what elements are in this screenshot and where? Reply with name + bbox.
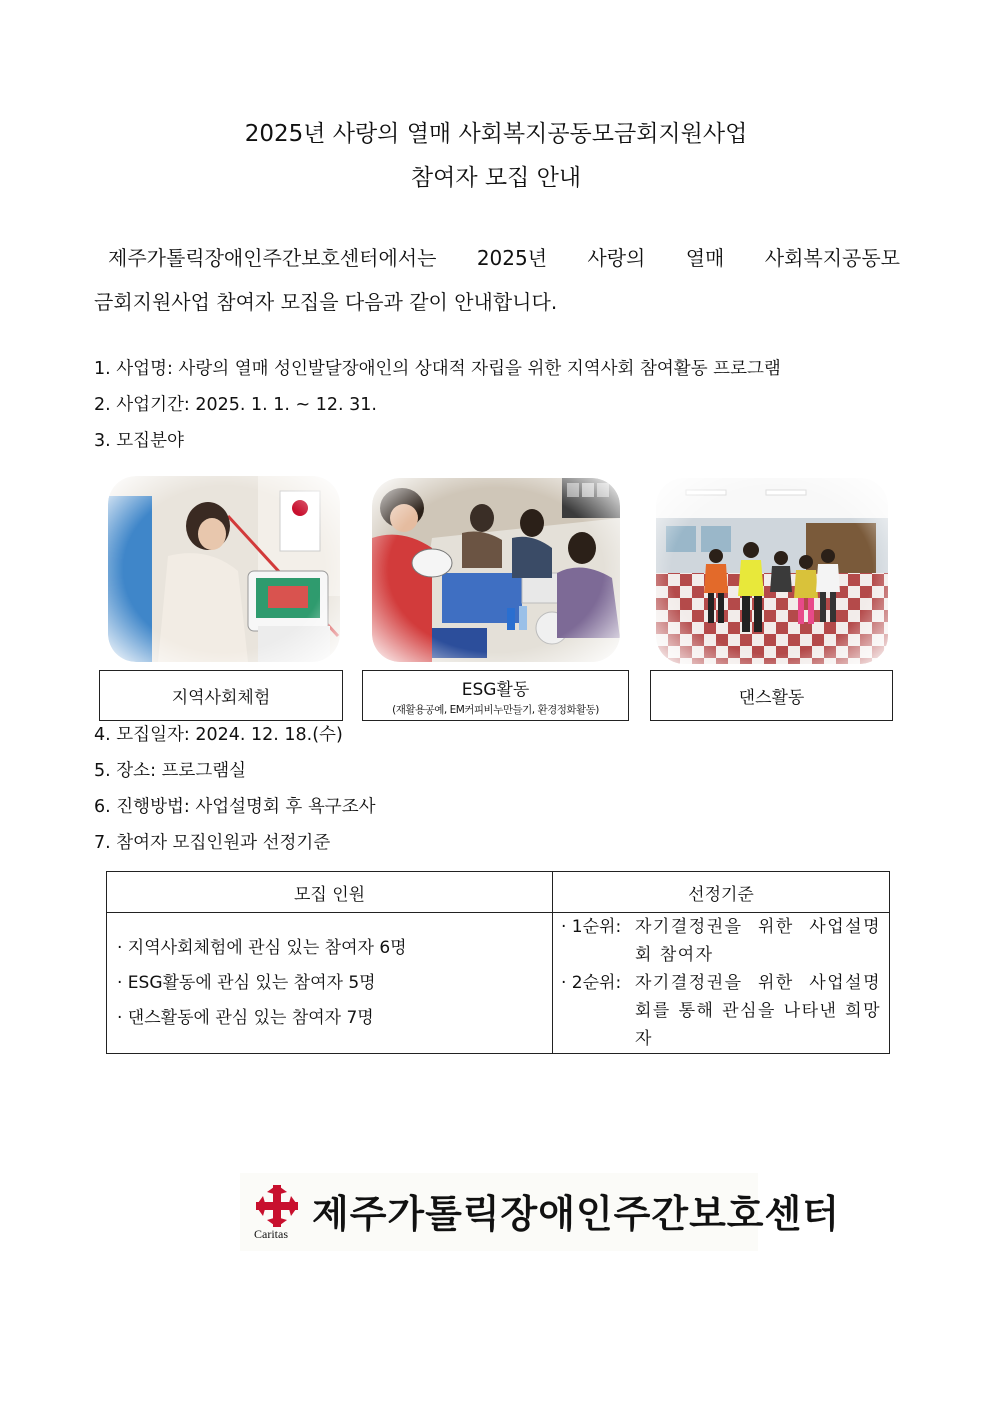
field-label: ESG활동 [461,679,530,700]
field-sublabel: (재활용공예, EM커피비누만들기, 환경정화활동) [392,703,599,716]
item-recruit-date: 4. 모집일자: 2024. 12. 18.(수) [94,725,343,745]
criteria-text: 자기결정권을 위한 사업설명회 참여자 [635,917,881,965]
page-title-line2: 참여자 모집 안내 [410,165,582,191]
field-label: 지역사회체험 [171,688,271,708]
criteria-rank: · 2순위: [561,973,622,993]
item-recruit-criteria: 7. 참여자 모집인원과 선정기준 [94,833,331,853]
caritas-cross-icon [254,1183,300,1229]
recruit-criteria-table [106,871,890,1054]
item-business-period: 2. 사업기간: 2025. 1. 1. ~ 12. 31. [94,395,377,415]
criteria-rank: · 1순위: [561,917,622,937]
recruit-line: · 지역사회체험에 관심 있는 참여자 6명 [117,937,407,958]
dance-activity-photo [656,478,888,664]
page-title-line1: 2025년 사랑의 열매 사회복지공동모금회지원사업 [244,121,748,147]
field-caption-community [99,670,343,721]
recruit-line: · ESG활동에 관심 있는 참여자 5명 [117,972,376,993]
community-experience-photo [108,476,340,662]
organization-logo [240,1173,840,1251]
esg-activity-photo [372,478,620,662]
criteria-text: 자기결정권을 위한 사업설명회를 통해 관심을 나타낸 희망자 [635,973,881,1049]
logo-organization-name: 제주가톨릭장애인주간보호센터 [312,1192,840,1236]
recruit-cell [107,913,553,1054]
col-header-criteria: 선정기준 [553,872,890,913]
recruit-line: · 댄스활동에 관심 있는 참여자 7명 [117,1007,374,1028]
item-business-name: 1. 사업명: 사랑의 열매 성인발달장애인의 상대적 자립을 위한 지역사회 참여활동 프로그램 [94,359,781,379]
item-method: 6. 진행방법: 사업설명회 후 욕구조사 [94,797,376,817]
item-location: 5. 장소: 프로그램실 [94,761,247,781]
criteria-cell [553,913,890,1054]
logo-caritas-label: Caritas [254,1227,288,1241]
field-caption-esg [362,670,629,721]
field-caption-dance [650,670,893,721]
col-header-recruit: 모집 인원 [107,872,553,913]
criteria-item [553,969,889,1053]
intro-line-1: 제주가톨릭장애인주간보호센터에서는 2025년 사랑의 열매 사회복지공동모 [108,246,900,270]
intro-paragraph [94,236,900,324]
item-recruit-field: 3. 모집분야 [94,431,184,451]
intro-line-2: 금회지원사업 참여자 모집을 다음과 같이 안내합니다. [94,290,558,314]
criteria-item [553,913,889,969]
field-label: 댄스활동 [738,688,805,708]
